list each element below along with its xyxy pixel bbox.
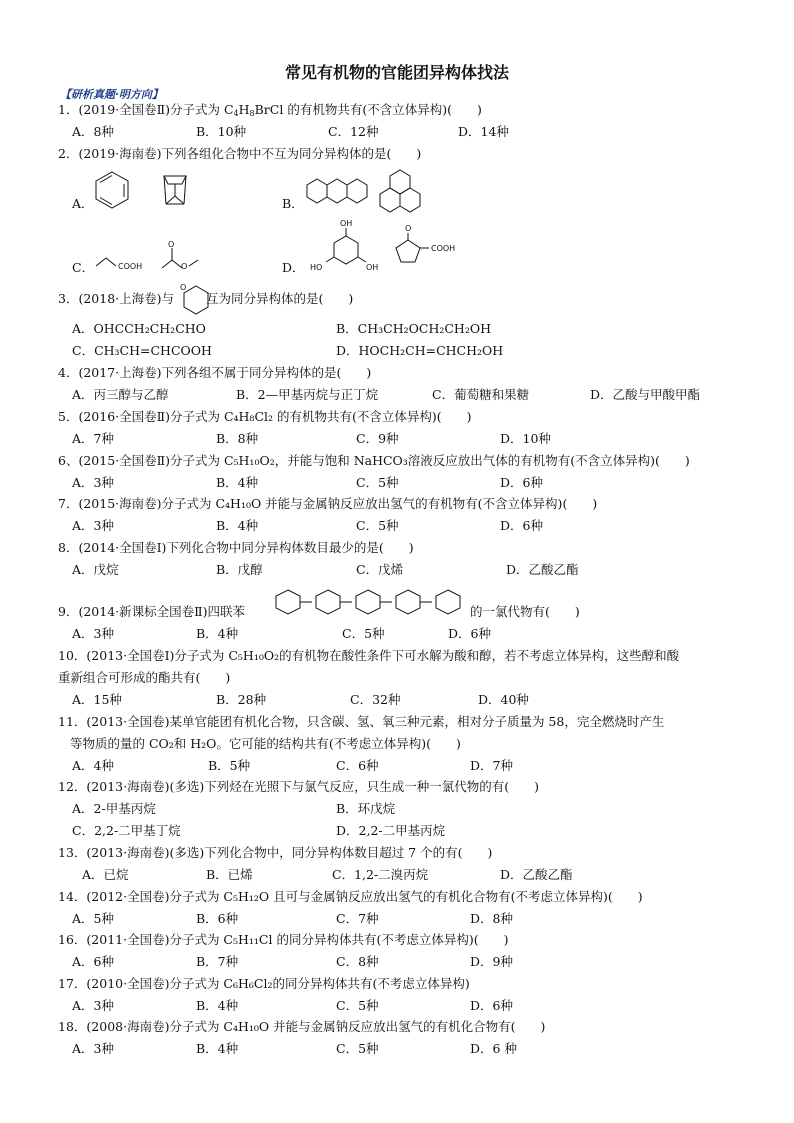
q14-option-b: B．6种 [196,911,239,926]
question-5: 5．(2016·全国卷Ⅱ)分子式为 C₄H₈Cl₂ 的有机物共有(不含立体异构)( ) [58,409,472,424]
cyclopentenone-acid-structure [393,222,473,272]
question-14: 14．(2012·全国卷)分子式为 C₅H₁₂O 且可与金属钠反应放出氢气的有机化合物有(不考虑立体异构)( ) [58,889,643,904]
svg-text:OH: OH [366,263,379,272]
q17-option-a: A．3种 [72,998,114,1013]
q10-option-a: A．15种 [72,692,122,707]
svg-text:O: O [180,283,187,292]
q9-option-a: A．3种 [72,626,114,641]
question-10-line-2: 重新组合可形成的酯共有( ) [58,670,231,685]
q10-option-c: C．32种 [350,692,401,707]
q8-option-d: D．乙酸乙酯 [506,562,579,577]
q6-option-d: D．6种 [500,475,543,490]
q2-label-a: A． [72,196,94,211]
question-12: 12．(2013·海南卷)(多选)下列烃在光照下与氯气反应，只生成一种一氯代物的有( ) [58,779,539,794]
q14-option-a: A．5种 [72,911,114,926]
q16-option-d: D．9种 [470,954,513,969]
q7-option-d: D．6种 [500,518,543,533]
q2-label-d: D． [282,260,305,275]
q17-option-b: B．4种 [196,998,239,1013]
q10-option-b: B．28种 [216,692,267,707]
q12-option-c: C．2,2-二甲基丁烷 [72,823,181,838]
q3-option-a: A．OHCCH₂CH₂CHO [72,321,206,336]
q3-option-c: C．CH₃CH=CHCOOH [72,343,212,358]
q9-option-d: D．6种 [448,626,491,641]
question-3: 3．(2018·上海卷)与 互为同分异构体的是( ) [58,291,354,306]
q4-option-d: D．乙酸与甲酸甲酯 [590,387,701,402]
section-tag: 【研析真题·明方向】 [60,88,163,101]
q1-option-a: A．8种 [72,124,114,139]
q4-option-a: A．丙三醇与乙醇 [72,387,169,402]
question-9: 9．(2014·新课标全国卷Ⅱ)四联苯 [58,604,245,619]
svg-text:COOH: COOH [431,244,456,253]
q4-option-b: B．2—甲基丙烷与正丁烷 [236,387,379,402]
q6-option-a: A．3种 [72,475,114,490]
q1-option-c: C．12种 [328,124,379,139]
methyl-acetate-structure [158,238,208,274]
q11-option-a: A．4种 [72,758,114,773]
q1-option-d: D．14种 [458,124,509,139]
page-title: 常见有机物的官能团异构体找法 [284,63,509,82]
question-8: 8．(2014·全国卷Ⅰ)下列化合物中同分异构体数目最少的是( ) [58,540,414,555]
phloroglucinol-structure [310,218,380,278]
prismane-structure [160,170,190,210]
dioxane-ring-structure [180,282,212,318]
q2-label-c: C． [72,260,95,275]
svg-text:HO: HO [310,263,323,272]
question-16: 16．(2011·全国卷)分子式为 C₅H₁₁Cl 的同分异构体共有(不考虑立体异构)( ) [58,932,509,947]
q3-option-b: B．CH₃CH₂OCH₂CH₂OH [336,321,491,336]
question-7: 7．(2015·海南卷)分子式为 C₄H₁₀O 并能与金属钠反应放出氢气的有机物有(不含立体异构)( ) [58,496,598,511]
q17-option-c: C．5种 [336,998,379,1013]
question-2: 2．(2019·海南卷)下列各组化合物中不互为同分异构体的是( ) [58,146,422,161]
q5-option-a: A．7种 [72,431,114,446]
q6-option-c: C．5种 [356,475,399,490]
svg-text:COOH: COOH [118,262,143,271]
q16-option-a: A．6种 [72,954,114,969]
q6-option-b: B．4种 [216,475,259,490]
q5-option-c: C．9种 [356,431,399,446]
q5-option-d: D．10种 [500,431,551,446]
quaterphenyl-structure [268,586,468,616]
q17-option-d: D．6种 [470,998,513,1013]
propanoic-acid-structure [92,244,162,274]
svg-text:O: O [168,240,175,249]
question-18: 18．(2008·海南卷)分子式为 C₄H₁₀O 并能与金属钠反应放出氢气的有机化合物有( ) [58,1019,546,1034]
q4-option-c: C．葡萄糖和果糖 [432,387,530,402]
q7-option-b: B．4种 [216,518,259,533]
q13-option-a: A．已烷 [82,867,129,882]
q11-option-b: B．5种 [208,758,251,773]
q12-option-d: D．2,2-二甲基丙烷 [336,823,446,838]
q16-option-b: B．7种 [196,954,239,969]
q14-option-d: D．8种 [470,911,513,926]
svg-text:OH: OH [340,219,353,228]
q14-option-c: C．7种 [336,911,379,926]
question-10-line-1: 10．(2013·全国卷Ⅰ)分子式为 C₅H₁₀O₂的有机物在酸性条件下可水解为酸和醇，若不考虑立体异构，这些醇和酸 [58,648,680,663]
question-11-line-2: 等物质的量的 CO₂和 H₂O。它可能的结构共有(不考虑立体异构)( ) [70,736,461,751]
q8-option-b: B．戊醇 [216,562,263,577]
q8-option-a: A．戊烷 [72,562,119,577]
q9-option-c: C．5种 [342,626,385,641]
q16-option-c: C．8种 [336,954,379,969]
q18-option-a: A．3种 [72,1041,114,1056]
q2-label-b: B． [282,196,304,211]
question-9-tail: 的一氯代物有( ) [470,604,580,619]
q13-option-b: B．已烯 [206,867,253,882]
q18-option-c: C．5种 [336,1041,379,1056]
q7-option-c: C．5种 [356,518,399,533]
q11-option-c: C．6种 [336,758,379,773]
q3-option-d: D．HOCH₂CH=CHCH₂OH [336,343,504,358]
question-11-line-1: 11．(2013·全国卷)某单官能团有机化合物，只含碳、氢、氧三种元素，相对分子质量为 58，完全燃烧时产生 [58,714,665,729]
question-1: 1．(2019·全国卷Ⅱ)分子式为 $C_4H_8BrCl$ 的有机物共有(不含立体异构)( ) [58,102,482,118]
question-4: 4．(2017·上海卷)下列各组不属于同分异构体的是( ) [58,365,372,380]
question-13: 13．(2013·海南卷)(多选)下列化合物中，同分异构体数目超过 7 个的有( ) [58,845,493,860]
q12-option-a: A．2-甲基丙烷 [72,801,156,816]
q13-option-c: C．1,2-二溴丙烷 [332,867,429,882]
q13-option-d: D．乙酸乙酯 [500,867,573,882]
svg-text:O: O [181,262,188,271]
phenalene-structure [378,168,422,212]
q5-option-b: B．8种 [216,431,259,446]
q1-option-b: B．10种 [196,124,247,139]
question-6: 6、(2015·全国卷Ⅱ)分子式为 C₅H₁₀O₂，并能与饱和 NaHCO₃溶液反应放出气体的有机物有(不含立体异构)( ) [58,453,690,468]
q10-option-d: D．40种 [478,692,529,707]
q11-option-d: D．7种 [470,758,513,773]
q7-option-a: A．3种 [72,518,114,533]
benzene-structure [92,170,132,210]
q18-option-d: D．6 种 [470,1041,517,1056]
question-17: 17．(2010·全国卷)分子式为 C₆H₆Cl₂的同分异构体共有(不考虑立体异构) [58,976,470,991]
q18-option-b: B．4种 [196,1041,239,1056]
svg-text:O: O [405,224,412,233]
q12-option-b: B．环戊烷 [336,801,396,816]
q9-option-b: B．4种 [196,626,239,641]
anthracene-like-structure [305,175,375,209]
q8-option-c: C．戊烯 [356,562,404,577]
